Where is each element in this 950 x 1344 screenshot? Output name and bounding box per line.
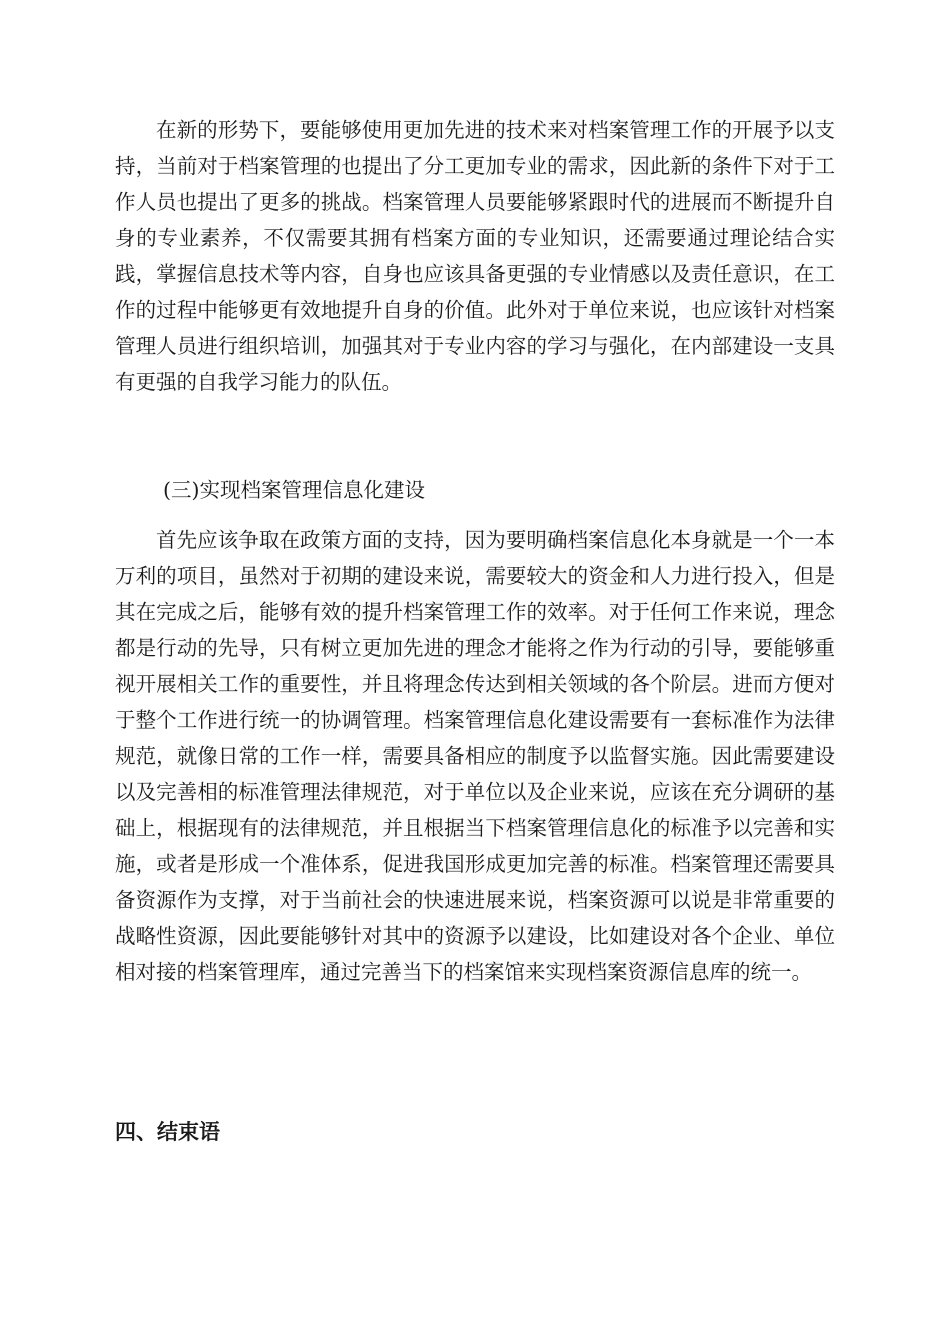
subsection-heading: (三)实现档案管理信息化建设 [163,478,425,502]
section-heading-conclusion: 四、结束语 [115,1120,220,1144]
body-paragraph-staff-training: 在新的形势下，要能够使用更加先进的技术来对档案管理工作的开展予以支持，当前对于档案管理的也提出了分工更加专业的需求，因此新的条件下对于工作人员也提出了更多的挑战。档案管理人员要能够紧跟时代的进展而不断提升自身的专业素养，不仅需要其拥有档案方面的专业知识，还需要通过理论结合实践，掌握信息技术等内容，自身也应该具备更强的专业情感以及责任意识，在工作的过程中能够更有效地提升自身的价值。此外对于单位来说，也应该针对档案管理人员进行组织培训，加强其对于专业内容的学习与强化，在内部建设一支具有更强的自我学习能力的队伍。 [115,118,835,394]
body-paragraph-informatization: 首先应该争取在政策方面的支持，因为要明确档案信息化本身就是一个一本万利的项目，虽然对于初期的建设来说，需要较大的资金和人力进行投入，但是其在完成之后，能够有效的提升档案管理工作的效率。对于任何工作来说，理念都是行动的先导，只有树立更加先进的理念才能将之作为行动的引导，要能够重视开展相关工作的重要性，并且将理念传达到相关领域的各个阶层。进而方便对于整个工作进行统一的协调管理。档案管理信息化建设需要有一套标准作为法律规范，就像日常的工作一样，需要具备相应的制度予以监督实施。因此需要建设以及完善相的标准管理法律规范，对于单位以及企业来说，应该在充分调研的基础上，根据现有的法律规范，并且根据当下档案管理信息化的标准予以完善和实施，或者是形成一个准体系，促进我国形成更加完善的标准。档案管理还需要具备资源作为支撑，对于当前社会的快速进展来说，档案资源可以说是非常重要的战略性资源，因此要能够针对其中的资源予以建设，比如建设对各个企业、单位相对接的档案管理库，通过完善当下的档案馆来实现档案资源信息库的统一。 [115,528,835,984]
